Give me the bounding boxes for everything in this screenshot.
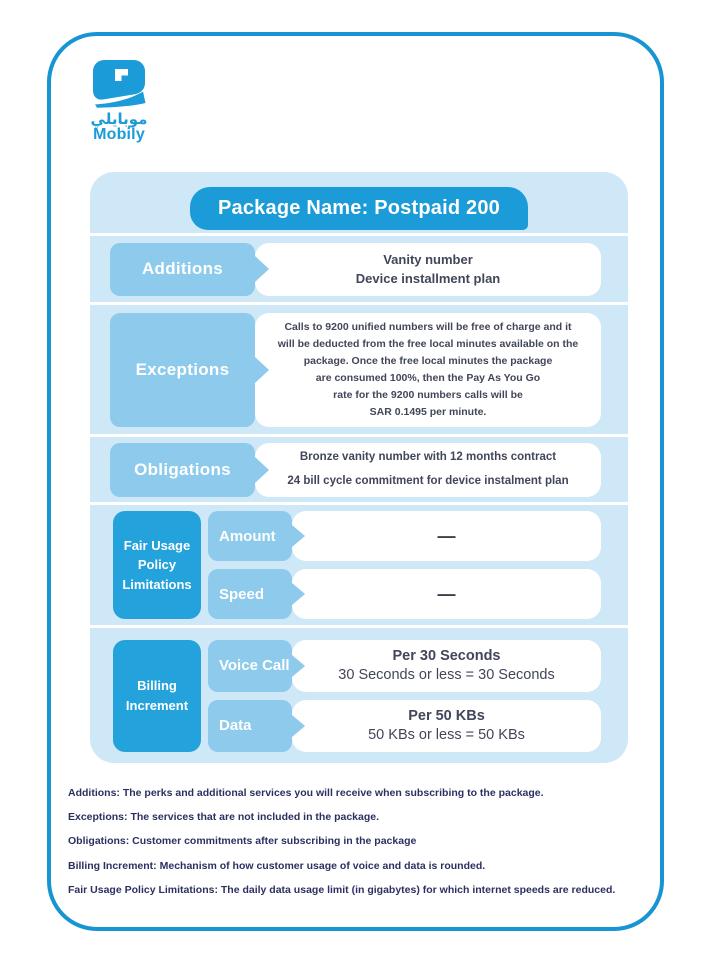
footnote-text: Mechanism of how customer usage of voice and data is rounded. (159, 859, 486, 872)
arrow-right-icon (292, 655, 305, 677)
footnote-term: Fair Usage Policy Limitations: (68, 883, 218, 896)
exceptions-band (90, 302, 628, 434)
footnote-text: The services that are not included in the package. (130, 811, 380, 824)
additions-label (110, 243, 255, 296)
additions-label-text: Additions (141, 259, 224, 278)
speed-value: — (437, 583, 456, 604)
arrow-right-icon (255, 357, 269, 383)
arrow-right-icon (292, 583, 305, 605)
voice-call-label (208, 640, 292, 692)
additions-content (255, 243, 601, 296)
voice-call-content (292, 640, 601, 692)
package-panel (90, 172, 628, 763)
data-rule: 50 KBs or less = 50 KBs (368, 726, 525, 743)
fair-usage-title-box: Fair Usage Policy Limitations (113, 511, 201, 619)
header-band (90, 172, 628, 233)
footnote-fair-usage (68, 883, 668, 897)
speed-content (292, 569, 601, 619)
footnote-term: Billing Increment: (68, 859, 157, 872)
exceptions-line: rate for the 9200 numbers calls will be (333, 388, 523, 401)
footnote-additions (68, 786, 668, 800)
footnote-exceptions (68, 810, 668, 824)
exceptions-line: SAR 0.1495 per minute. (369, 405, 487, 418)
package-name-header (190, 187, 528, 230)
additions-row (110, 243, 601, 296)
voice-call-label-text: Voice Call (219, 657, 290, 674)
exceptions-label (110, 313, 255, 427)
footnote-obligations (68, 834, 668, 848)
amount-label (208, 511, 292, 561)
logo-english-text: Mobily (93, 126, 145, 143)
footnote-term: Exceptions: (68, 811, 128, 824)
footnote-text: Customer commitments after subscribing in the package (132, 835, 417, 848)
speed-label (208, 569, 292, 619)
data-label-text: Data (219, 717, 252, 734)
exceptions-content (255, 313, 601, 427)
exceptions-row (110, 313, 601, 427)
footnote-billing-increment (68, 859, 668, 873)
data-label (208, 700, 292, 752)
exceptions-line: are consumed 100%, then the Pay As You Go (315, 371, 541, 384)
billing-band (90, 625, 628, 763)
footnote-text: The daily data usage limit (in gigabytes) for which internet speeds are reduced. (220, 883, 616, 896)
obligations-content (255, 443, 601, 497)
exceptions-line: Calls to 9200 unified numbers will be free of charge and it (284, 320, 572, 333)
data-rate: Per 50 KBs (408, 707, 485, 724)
additions-line: Vanity number (383, 251, 473, 267)
arrow-right-icon (292, 715, 305, 737)
logo-arabic-text: موبايلي (90, 110, 148, 128)
voice-call-rule: 30 Seconds or less = 30 Seconds (338, 666, 555, 683)
billing-section (110, 640, 601, 752)
fair-usage-rows (208, 511, 601, 619)
footnote-text: The perks and additional services you will receive when subscribing to the package. (122, 787, 544, 799)
amount-row (208, 511, 601, 561)
additions-line: Device installment plan (355, 271, 501, 286)
arrow-right-icon (292, 525, 305, 547)
obligations-line: Bronze vanity number with 12 months contract (299, 451, 557, 463)
arrow-right-icon (255, 457, 269, 483)
footnote-term: Obligations: (68, 835, 130, 848)
obligations-row (110, 443, 601, 497)
mobily-logo (84, 58, 154, 144)
fair-usage-section (110, 511, 601, 619)
exceptions-line: package. Once the free local minutes the package (303, 354, 553, 367)
voice-call-row (208, 640, 601, 692)
obligations-label-text: Obligations (134, 459, 231, 479)
exceptions-line: will be deducted from the free local minutes available on the (277, 337, 579, 350)
exceptions-label-text: Exceptions (135, 359, 230, 379)
footnotes (68, 786, 668, 907)
mobily-logo-icon (91, 58, 147, 108)
package-name-title: Package Name: Postpaid 200 (218, 197, 500, 219)
footnote-term: Additions: (68, 787, 120, 799)
data-row (208, 700, 601, 752)
data-content (292, 700, 601, 752)
obligations-band (90, 434, 628, 502)
obligations-line: 24 bill cycle commitment for device instalment plan (287, 474, 569, 487)
arrow-right-icon (255, 256, 269, 282)
fair-usage-band (90, 502, 628, 625)
amount-content (292, 511, 601, 561)
amount-value: — (437, 525, 456, 546)
additions-band (90, 233, 628, 302)
voice-call-rate: Per 30 Seconds (392, 647, 501, 664)
obligations-label (110, 443, 255, 497)
billing-title-box: Billing Increment (113, 640, 201, 752)
speed-label-text: Speed (219, 585, 265, 603)
speed-row (208, 569, 601, 619)
amount-label-text: Amount (219, 527, 276, 545)
billing-rows (208, 640, 601, 752)
